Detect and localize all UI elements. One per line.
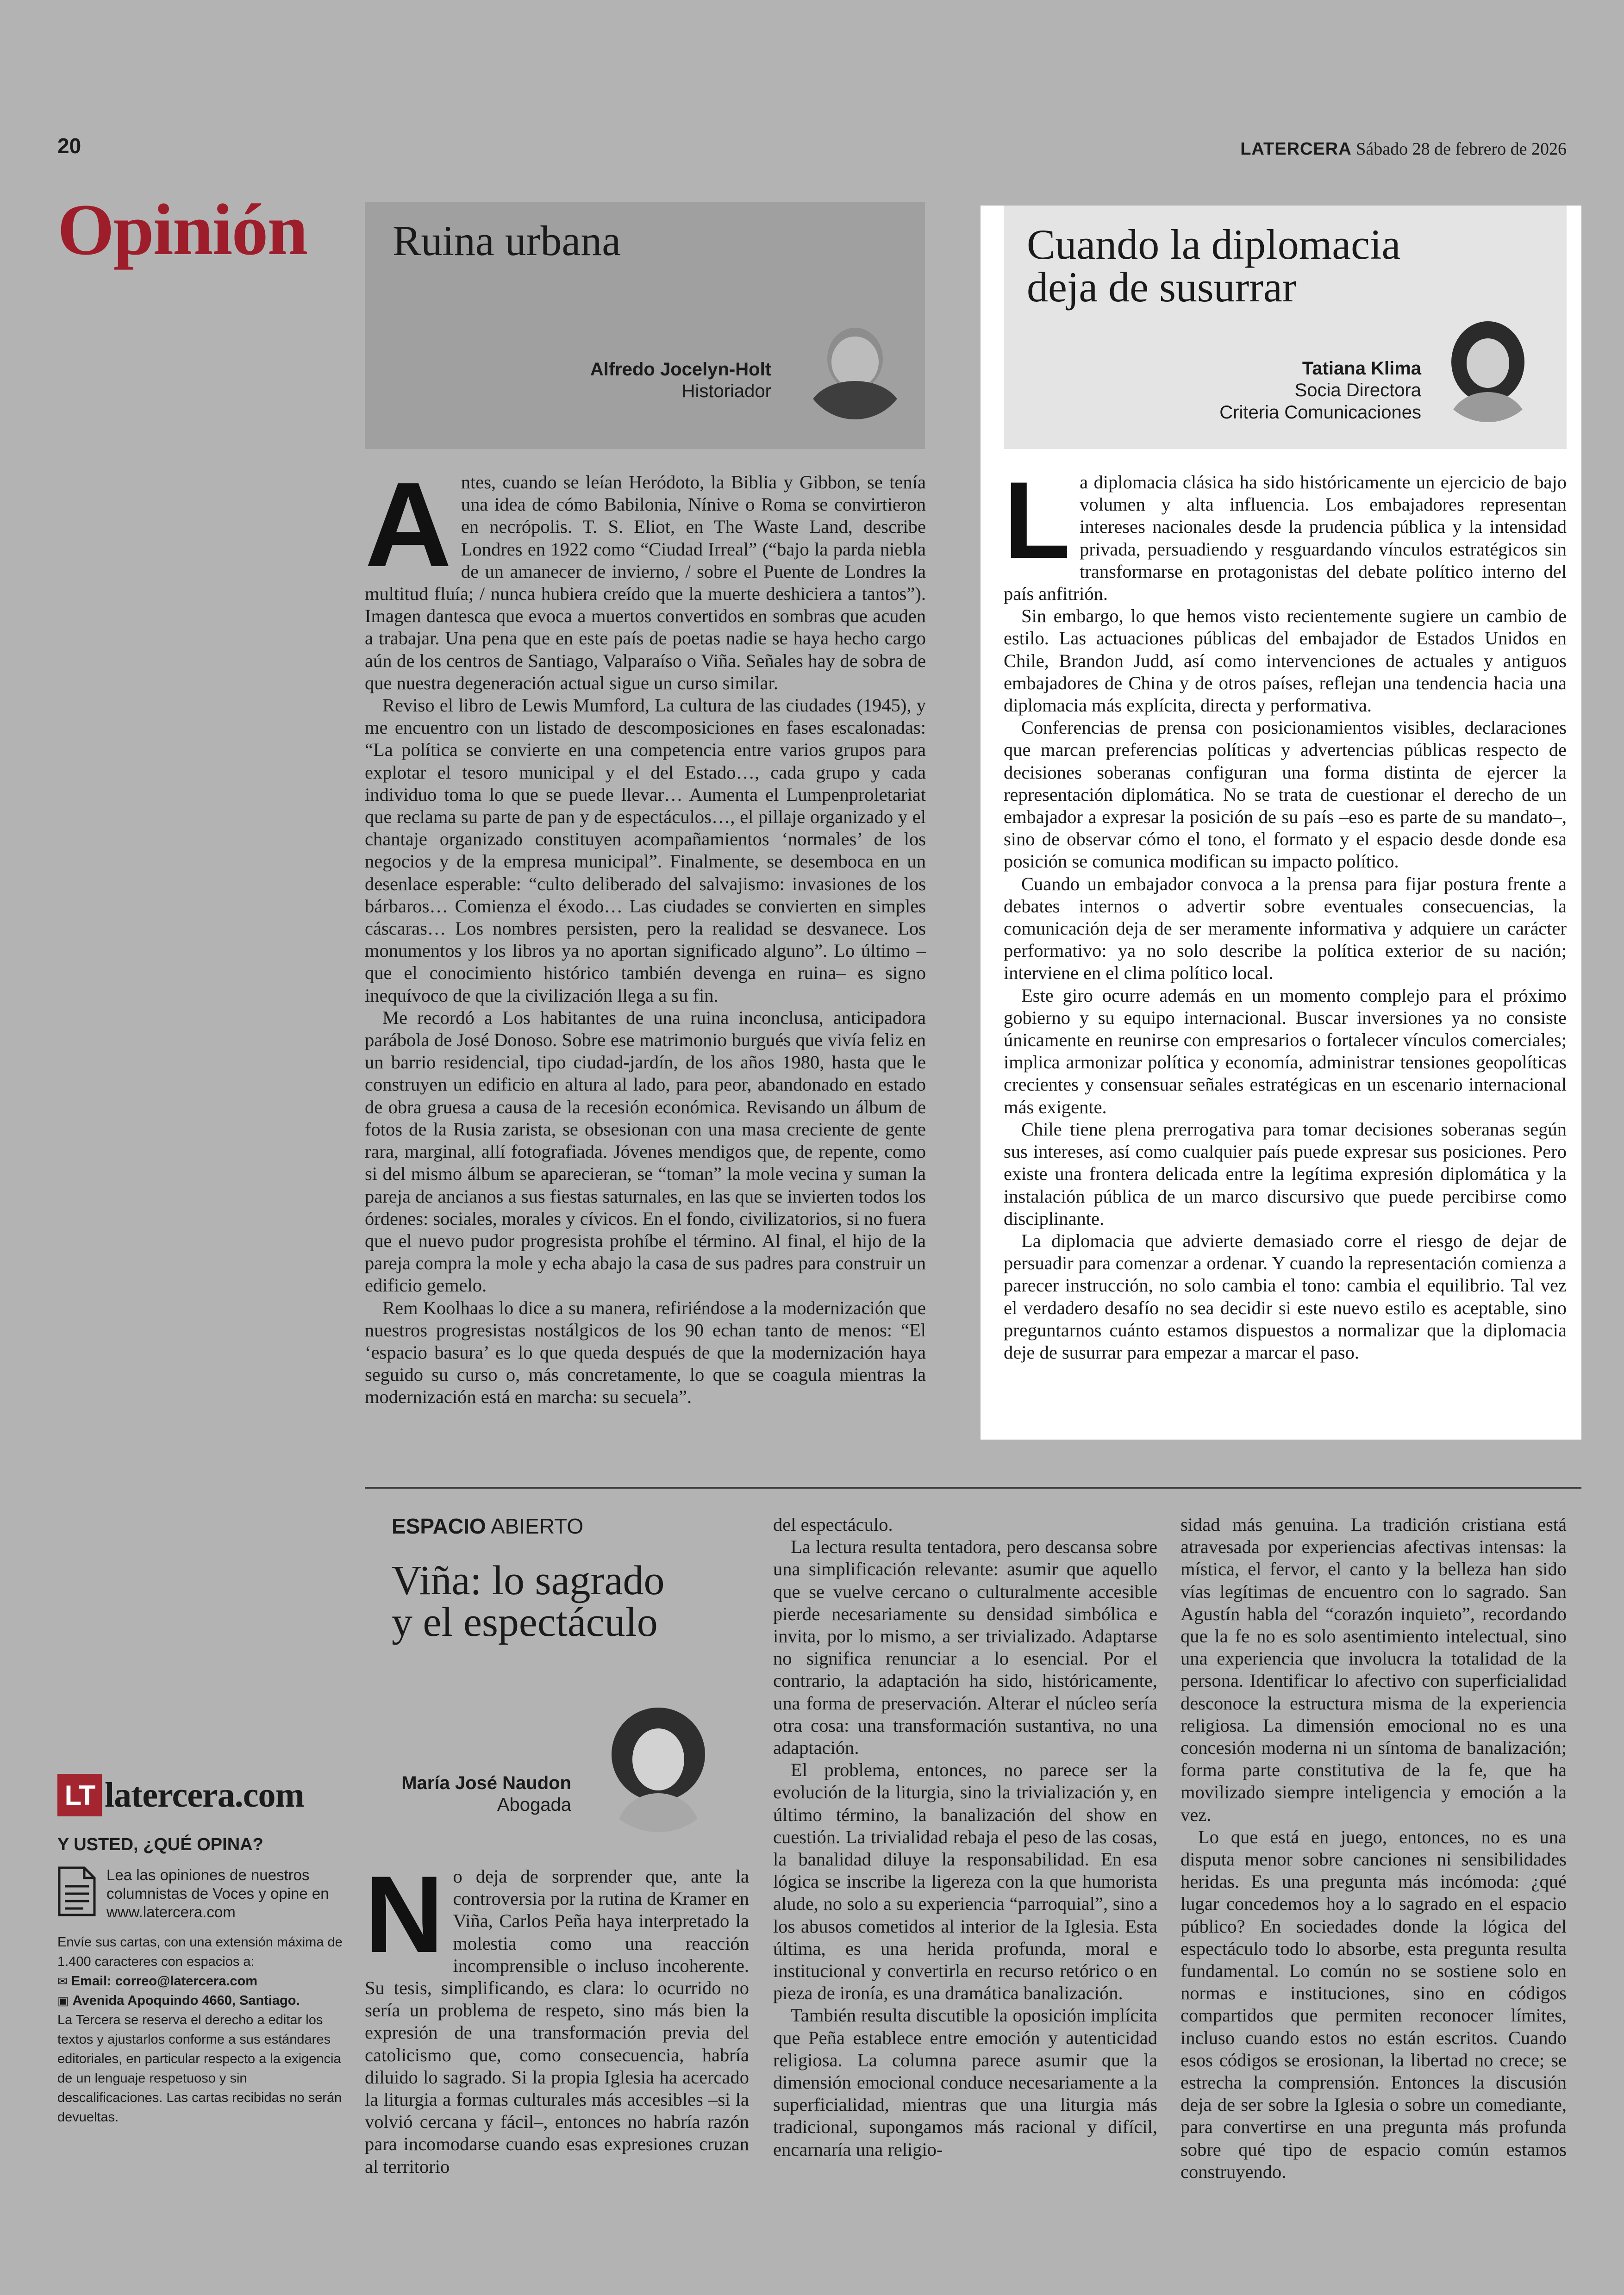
author-role: Socia Directora	[1294, 380, 1421, 400]
paragraph: Reviso el libro de Lewis Mumford, La cultura de las ciudades (1945), y me encuentro con un listado de descomposiciones en fases escalonadas: “La política se convierte en una competencia entre varios grupos para explotar el tesoro municipal y el del Estado…, cada grupo y cada individuo toma lo que se puede llevar… Aumenta el Lumpenproletariat que reclama su parte de pan y de espectáculos…, el pillaje organizado y el chantaje organizado constituyen acompañamientos ‘normales’ de los negocios y de la empresa municipal”. Finalmente, se desemboca en un desenlace esperable: “culto deliberado del salvajismo: invasiones de los bárbaros… Comienza el éxodo… Las ciudades se convierten en simples cáscaras… Los nombres persisten, pero la realidad se desvanece. Los monumentos y los libros ya no aportan significado alguno”. Lo último –que el conocimiento histórico también devenga en ruina– es signo inequívoco de que la civilización llega a su fin.	[365, 695, 926, 1006]
author-portrait	[1434, 315, 1542, 422]
kicker-rest: ABIERTO	[486, 1514, 584, 1538]
column-header-ruina	[365, 202, 925, 449]
section-title: Opinión	[57, 189, 307, 270]
column-header-diplomacia	[1004, 206, 1567, 449]
mail-icon: ✉	[57, 1974, 68, 1988]
sidebar-address: Avenida Apoquindo 4660, Santiago.	[72, 1993, 300, 2008]
sidebar-send: Envíe sus cartas, con una extensión máxima de 1.400 caracteres con espacios a:	[57, 1935, 343, 1969]
article-body-vina-col3	[1181, 1514, 1567, 2183]
paragraph: o deja de sorprender que, ante la controversia por la rutina de Kramer en Viña, Carlos Peña haya interpretado la molestia como una reacción incomprensible o incluso incoherente. Su tesis, simplificando, es clara: lo ocurrido no sería un problema de respeto, sino más bien la expresión de una transformación previa del catolicismo que, como consecuencia, habría diluido lo sagrado. Si la propia Iglesia ha acercado la liturgia a formas culturales más accesibles –si la volvió cercana y fácil–, entonces no habría razón para incomodarse cuando esas expresiones cruzan al territorio	[365, 1866, 749, 2177]
reader-sidebar	[57, 1774, 344, 2127]
article-body-ruina	[365, 458, 926, 1409]
paragraph: ntes, cuando se leían Heródoto, la Biblia y Gibbon, se tenía una idea de cómo Babilonia, Nínive o Roma se convirtieron en necrópolis. T. S. Eliot, en The Waste Land, describe Londres en 1922 como “Ciudad Irreal” (“bajo la parda niebla de un amanecer de invierno, / sobre el Puente de Londres la multitud fluía; / nunca hubiera creído que la muerte deshiciera a tantos”). Imagen dantesca que evoca a muertos convertidos en sombras que acuden a trabajar. Una pena que en este país de poetas nadie se haya hecho cargo aún de los centros de Santiago, Valparaíso o Viña. Señales hay de sobra de que nuestra degeneración actual sigue un curso similar.	[365, 472, 926, 693]
paragraph: Sin embargo, lo que hemos visto recientemente sugiere un cambio de estilo. Las actuaciones públicas del embajador de Estados Unidos en Chile, Brandon Judd, así como intervenciones de actuales y antiguos embajadores de China y de otros países, reflejan una tendencia hacia una diplomacia más explícita, directa y performativa.	[1004, 605, 1567, 716]
article-body-diplomacia	[1004, 459, 1567, 1364]
paragraph: Me recordó a Los habitantes de una ruina inconclusa, anticipadora parábola de José Donoso. Sobre ese matrimonio burgués que vivía feliz en un barrio residencial, tipo ciudad-jardín, de los años 1980, hasta que le construyen un edificio en altura al lado, para peor, abandonado en estado de obra gruesa a causa de la recesión económica. Revisando un álbum de fotos de la Rusia zarista, se obsesionan con una masa creciente de gente rara, marginal, allí fotografiada. Jóvenes mendigos que, de repente, como si del mismo álbum se aparecieran, se “toman” la mole vecina y suman la pareja de ancianos a sus fiestas saturnales, en las que se invierten todos los órdenes: sociales, morales y cívicos. En el fondo, civilizatorios, si no fuera que el nuevo pudor progresista prohíbe el término. Al final, el hijo de la pareja compra la mole y echa abajo la casa de sus padres para construir un edificio gemelo.	[365, 1007, 926, 1296]
byline	[401, 1773, 571, 1816]
article-body-vina-col2	[773, 1514, 1157, 2161]
paragraph: La diplomacia que advierte demasiado corre el riesgo de dejar de persuadir para comenzar a ordenar. Y cuando la representación comienza a parecer instrucción, no solo cambia el tono: cambia el equilibrio. Tal vez el verdadero desafío no sea decidir si este nuevo estilo es aceptable, sino preguntarnos cuánto estamos dispuestos a normalizar que la diplomacia deje de susurrar para empezar a marcar el paso.	[1004, 1230, 1567, 1363]
title-line: Cuando la diplomacia	[1027, 221, 1401, 268]
document-icon	[57, 1866, 96, 1917]
section-divider	[365, 1487, 1581, 1489]
paragraph: Conferencias de prensa con posicionamientos visibles, declaraciones que marcan preferencias políticas y advertencias públicas respecto de decisiones soberanas configuran una forma distinta de ejercer la representación diplomática. No se trata de cuestionar el derecho de un embajador a expresar la posición de su país –eso es parte de su mandato–, sino de observar cómo el tono, el formato y el espacio desde donde esa posición se comunica modifican su impacto político.	[1004, 717, 1567, 872]
article-title: Ruina urbana	[393, 217, 621, 264]
paragraph: Lo que está en juego, entonces, no es una disputa menor sobre canciones ni sensibilidades heridas. Es una pregunta más incómoda: ¿qué lugar concedemos hoy a lo sagrado en el espacio público? En sociedades donde la lógica del espectáculo todo lo absorbe, esta pregunta resulta fundamental. Lo común no se sostiene solo en normas e instituciones, sino en códigos compartidos que permiten reconocer límites, incluso cuando estos no están escritos. Cuando esos códigos se erosionan, la libertad no crece; se estrecha la comprensión. Entonces la discusión deja de ser sobre la Iglesia o sobre un comediante, para convertirse en una pregunta más profunda sobre qué tipo de espacio común estamos construyendo.	[1181, 1826, 1567, 2182]
sidebar-email[interactable]: Email: correo@latercera.com	[71, 1974, 258, 1989]
paragraph: Chile tiene plena prerrogativa para tomar decisiones soberanas según sus intereses, así como cualquier país puede expresar sus posiciones. Pero existe una frontera delicada entre la legítima expresión diplomática y la instalación pública de un marco discursivo que puede percibirse como disciplinante.	[1004, 1118, 1567, 1229]
sidebar-heading: Y USTED, ¿QUÉ OPINA?	[57, 1835, 263, 1854]
sidebar-note: La Tercera se reserva el derecho a editar los textos y ajustarlos conforme a sus estándares editoriales, en particular respecto a la exigencia de un lenguaje respetuoso y sin descalificaciones. Las cartas recibidas no serán devueltas.	[57, 2013, 342, 2125]
building-icon: ▣	[57, 1994, 69, 2008]
drop-cap: L	[1004, 459, 1071, 581]
kicker-bold: ESPACIO	[392, 1514, 486, 1538]
masthead-brand: LATERCERA	[1240, 139, 1352, 159]
paragraph: sidad más genuina. La tradición cristiana está atravesada por experiencias afectivas intensas: la mística, el fervor, el canto y la belleza han sido vías legítimas de encuentro con lo sagrado. San Agustín habla del “corazón inquieto”, recordando que la fe no es solo asentimiento intelectual, sino una experiencia que involucra la totalidad de la persona. Identificar lo afectivo con superficialidad desconoce la estructura misma de la experiencia religiosa. La dimensión emocional no es una concesión moderna ni un síntoma de banalización; forma parte constitutiva de la fe, que ha movilizado siempre inteligencia y emoción a la vez.	[1181, 1514, 1567, 1825]
author-role: Historiador	[681, 381, 771, 401]
paragraph: Cuando un embajador convoca a la prensa para fijar postura frente a debates internos o advertir sobre eventuales consecuencias, la comunicación deja de ser meramente informativa y adquiere un carácter performativo: ya no solo describe la política exterior de su nación; interviene en el clima político local.	[1004, 873, 1567, 984]
drop-cap: N	[365, 1853, 444, 1976]
paragraph: del espectáculo.	[773, 1514, 893, 1535]
author-role: Abogada	[497, 1795, 571, 1815]
author-company: Criteria Comunicaciones	[1219, 402, 1421, 423]
author-portrait	[802, 313, 908, 419]
article-title	[1027, 221, 1401, 311]
author-name: Tatiana Klima	[1302, 358, 1421, 379]
title-line: deja de susurrar	[1027, 263, 1297, 311]
logo-text: latercera.com	[105, 1775, 304, 1815]
drop-cap: A	[365, 458, 452, 592]
title-line: y el espectáculo	[392, 1599, 658, 1645]
paragraph: El problema, entonces, no parece ser la evolución de la liturgia, sino la trivialización y, en último término, la banalización del show en cuestión. La trivialidad rebaja el peso de las cosas, la banalidad diluye la responsabilidad. En esa lógica se inscribe la ligereza con la que humorista alude, no solo a su experiencia “parroquial”, sino a los abusos cometidos al interior de la Iglesia. Esta última, es una herida profunda, moral e institucional y convertirla en recurso retórico o en pieza de ironía, es una dramática banalización.	[773, 1759, 1157, 2004]
paragraph: a diplomacia clásica ha sido históricamente un ejercicio de bajo volumen y alta influencia. Los embajadores representan intereses nacionales desde la prudencia pública y la intensidad privada, persuadiendo y resguardando vínculos estratégicos sin transformarse en protagonistas del debate político interno del país anfitrión.	[1004, 472, 1567, 605]
article-body-vina-col1	[365, 1853, 749, 2178]
paragraph: Rem Koolhaas lo dice a su manera, refiriéndose a la modernización que nuestros progresistas nostálgicos de los 90 echan tanto de menos: “El ‘espacio basura’ es lo que queda después de que la modernización haya seguido su curso o, más concretamente, lo que se coagula mientras la modernización está en marcha: su secuela”.	[365, 1297, 926, 1408]
masthead	[1240, 139, 1567, 159]
kicker	[392, 1514, 583, 1539]
page-number: 20	[57, 134, 81, 158]
article-title	[392, 1560, 664, 1643]
paragraph: Este giro ocurre además en un momento complejo para el próximo gobierno y su equipo internacional. Buscar inversiones ya no consiste únicamente en reunirse con empresarios o fortalecer vínculos comerciales; implica armonizar política y economía, administrar tensiones geopolíticas crecientes y consensuar señales estratégicas en un escenario internacional más exigente.	[1004, 985, 1567, 1117]
author-portrait	[593, 1703, 723, 1832]
sidebar-intro: Lea las opiniones de nuestros columnistas de Voces y opine en www.latercera.com	[106, 1866, 329, 1921]
masthead-date: Sábado 28 de febrero de 2026	[1356, 139, 1567, 159]
author-name: María José Naudon	[401, 1773, 571, 1793]
latercera-logo[interactable]	[57, 1774, 344, 1816]
paragraph: La lectura resulta tentadora, pero descansa sobre una simplificación relevante: asumir que aquello que se vuelve cercano o culturalmente accesible pierde necesariamente su densidad simbólica e invita, por lo mismo, a ser trivializado. Adaptarse no significa renunciar a lo esencial. Por el contrario, la adaptación ha sido, históricamente, una forma de preservación. Alterar el núcleo sería otra cosa: una transformación sustantiva, no una adaptación.	[773, 1536, 1157, 1759]
logo-mark: LT	[57, 1774, 102, 1816]
title-line: Viña: lo sagrado	[392, 1558, 665, 1603]
paragraph: También resulta discutible la oposición implícita que Peña establece entre emoción y autenticidad religiosa. La columna parece asumir que la dimensión emocional conduce necesariamente a la superficialidad, mientras que una liturgia más tradicional, supongamos más racional y difícil, encarnaría una religio-	[773, 2005, 1157, 2160]
author-name: Alfredo Jocelyn-Holt	[590, 359, 771, 380]
